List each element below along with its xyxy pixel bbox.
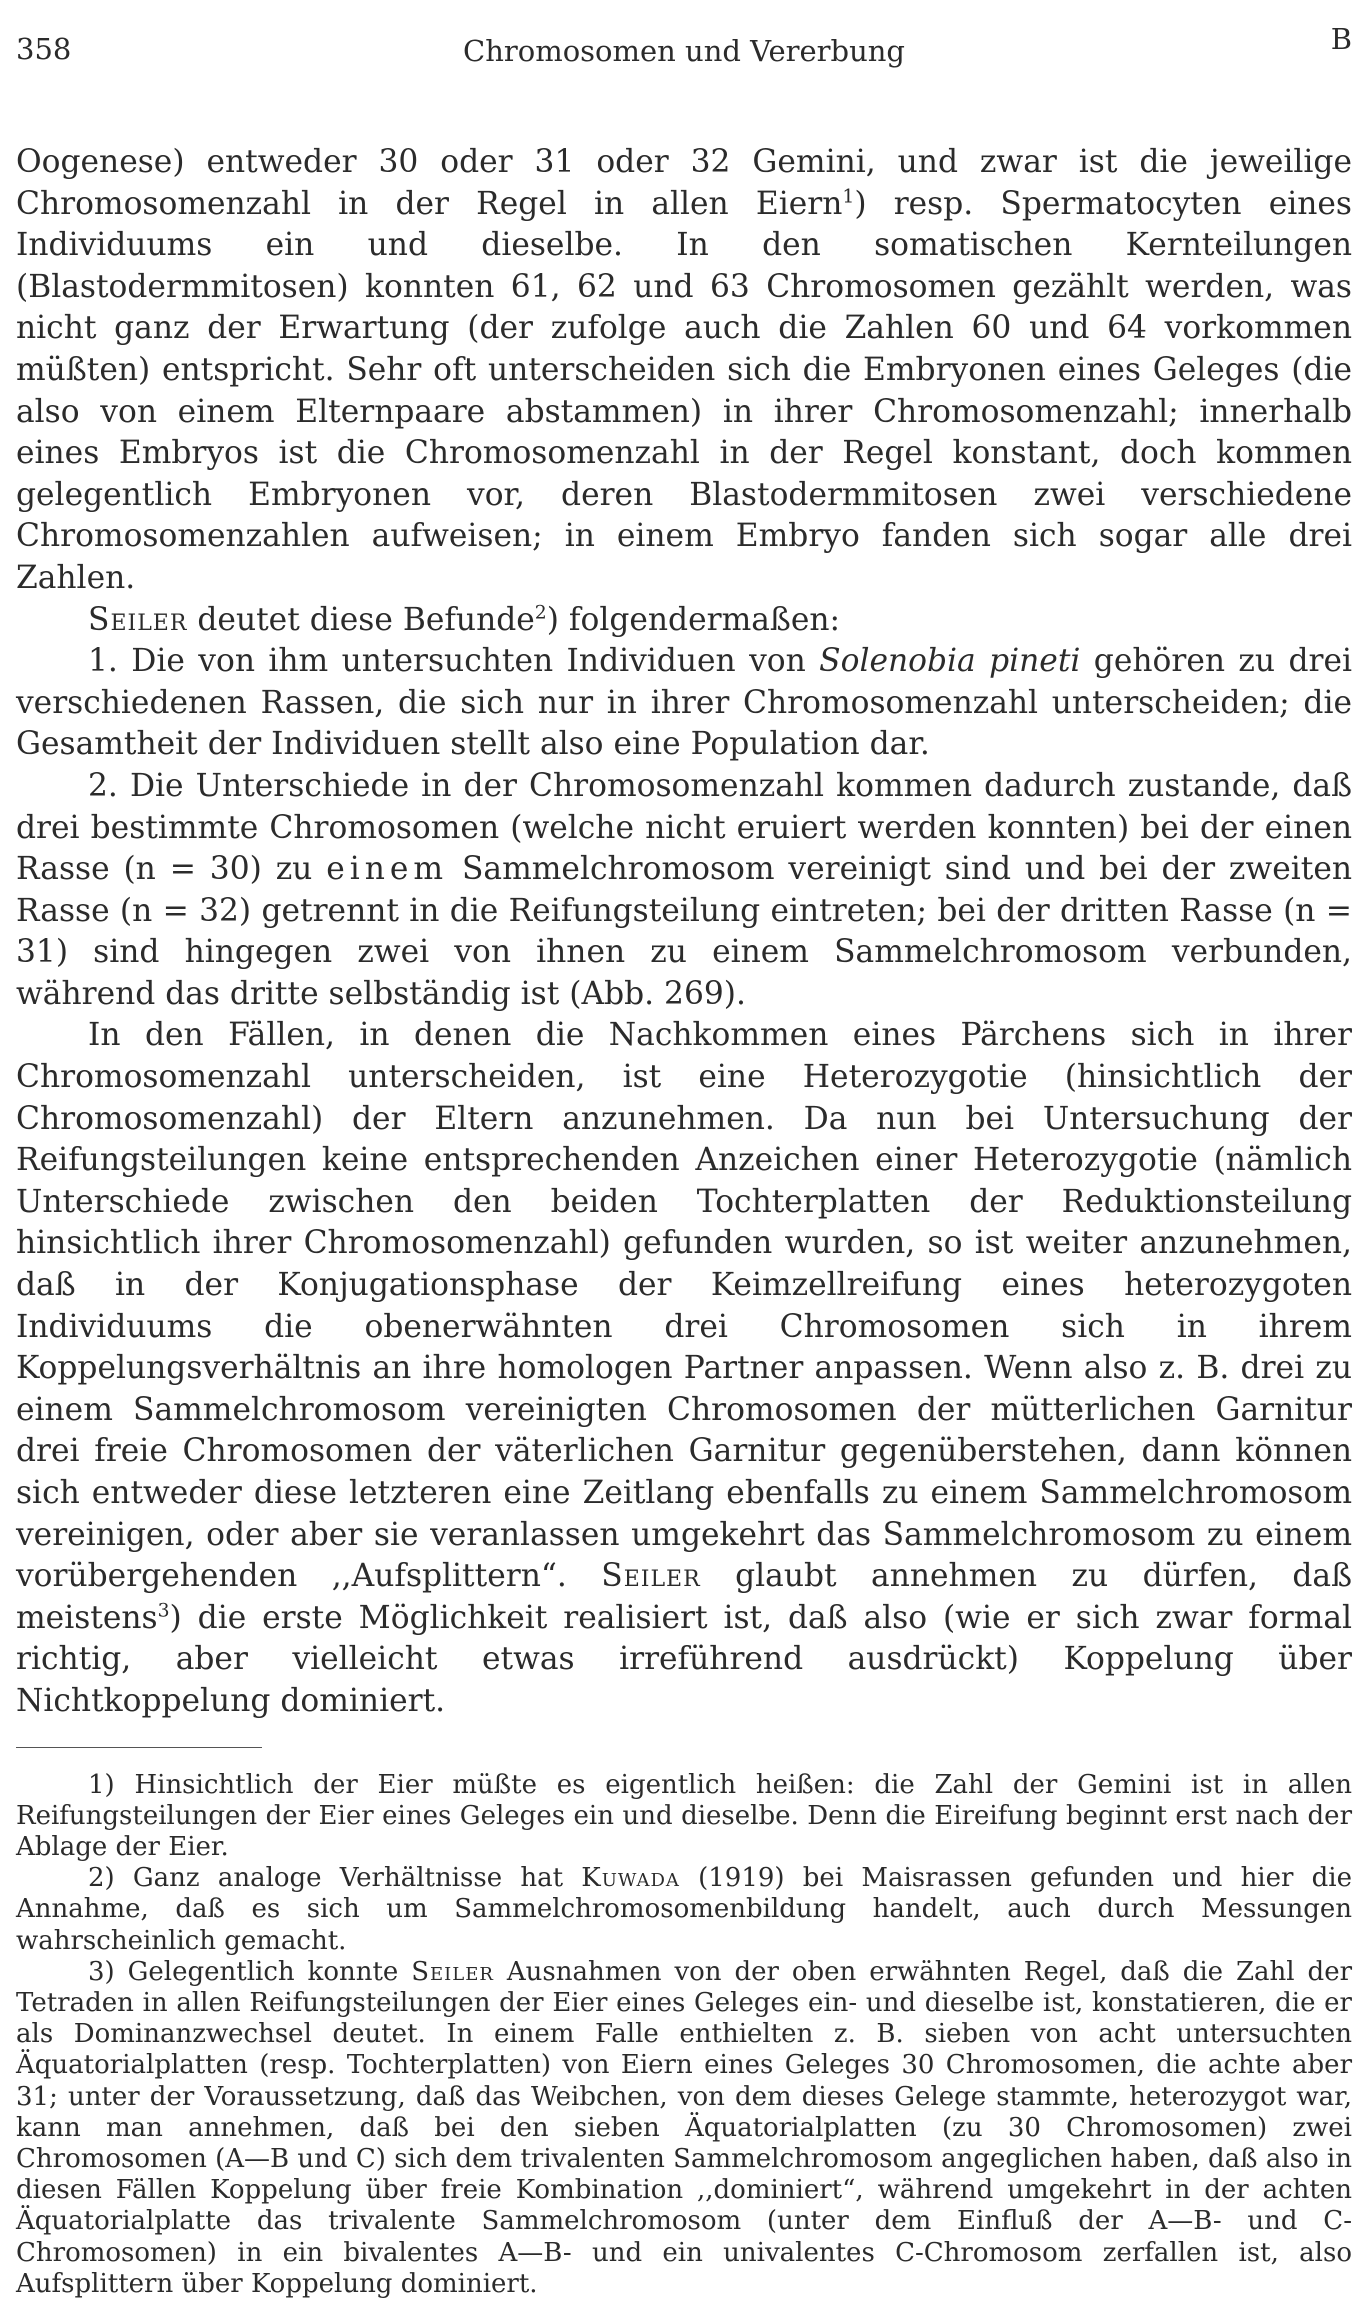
paragraph-3-text: 1. Die von ihm untersuchten Individuen von [88,643,820,680]
page-header [16,22,1352,78]
footnote-3-text-cont: Ausnahmen von der oben erwähnten Regel, daß die Zahl der Tetraden in allen Reifungsteilungen der Eier eines Geleges ein- und dieselbe ist, konstatieren, die er als Dominanzwechsel deutet. In einem Falle enthielten z. B. sieben von acht untersuchten Äquatorialplatten (resp. Tochterplatten) von Eiern eines Geleges 30 Chromosomen, die achte aber 31; unter der Voraussetzung, daß das Weibchen, von dem dieses Gelege stammte, heterozygot war, kann man annehmen, daß bei den sieben Äquatorialplatten (zu 30 Chromosomen) zwei Chromosomen (A—B und C) sich dem trivalenten Sammelchromosom angeglichen haben, daß also in diesen Fällen Koppelung über freie Kombination ,,dominiert“, während umgekehrt in der achten Äquatorialplatte das trivalente Sammelchromosom (unter dem Einfluß der A—B- und C-Chromosomen) in ein bivalentes A—B- und ein univalentes C-Chromosom zerfallen ist, also Aufsplittern über Koppelung dominiert. [16,1956,1353,2299]
paragraph-2 [16,600,1352,642]
footnote-ref-3: 3 [157,1600,170,1622]
paragraph-5-text-cont: glaubt annehmen zu dürfen, daß meistens [16,1558,1352,1636]
section-letter: B [1330,22,1352,56]
paragraph-4-text: 2. Die Unterschiede in der Chromosomenzahl kommen dadurch zustande, daß drei bestimmte Chromosomen (welche nicht eruiert werden konnten) bei der einen Rasse (n = 30) zu [16,767,1352,888]
paragraph-2-text-cont: ) folgendermaßen: [546,601,841,638]
page-number: 358 [16,32,72,66]
paragraph-5-text-end: ) die erste Möglichkeit realisiert ist, daß also (wie er sich zwar formal richtig, aber vielleicht etwas irreführend ausdrückt) Koppelung über Nichtkoppelung dominiert. [16,1599,1352,1719]
running-title: Chromosomen und Vererbung [463,34,905,68]
footnote-2-text-cont: (1919) bei Maisrassen gefunden und hier die Annahme, daß es sich um Sammelchromosomenbildung handelt, auch durch Messungen wahrscheinlich gemacht. [16,1863,1352,1956]
main-text [16,142,1352,1723]
author-name: Seiler [601,1558,701,1595]
paragraph-5 [16,1015,1352,1722]
paragraph-4 [16,766,1352,1016]
species-name: Solenobia pineti [819,643,1081,680]
footnote-2-text: 2) Ganz analoge Verhältnisse hat [88,1863,582,1894]
footnote-ref-2: 2 [534,602,547,624]
footnote-ref-1: 1 [842,186,855,208]
author-name: Seiler [88,601,188,638]
footnote-2 [16,1863,1352,1957]
paragraph-4-text-cont: Sammelchromosom vereinigt sind und bei der zweiten Rasse (n = 32) getrennt in die Reifungsteilung eintreten; bei der dritten Rasse (n = 31) sind hingegen zwei von ihnen zu einem Sammelchromosom verbunden, während das dritte selbständig ist (Abb. 269). [16,851,1352,1012]
author-name: Seiler [411,1956,494,1987]
paragraph-3-text-cont: gehören zu drei verschiedenen Rassen, die sich nur in ihrer Chromosomenzahl unterscheiden; die Gesamtheit der Individuen stellt also eine Population dar. [16,643,1352,763]
footnote-1: 1) Hinsichtlich der Eier müßte es eigentlich heißen: die Zahl der Gemini ist in allen Reifungsteilungen der Eier eines Geleges ein und dieselbe. Denn die Eireifung beginnt erst nach der Ablage der Eier. [16,1769,1352,1862]
footnote-rule [16,1747,262,1748]
paragraph-1-text-cont: ) resp. Spermatocyten eines Individuums ein und dieselbe. In den somatischen Kernteilungen (Blastodermmitosen) konnten 61, 62 und 63 Chromosomen gezählt werden, was nicht ganz der Erwartung (der zufolge auch die Zahlen 60 und 64 vorkommen müßten) entspricht. Sehr oft unterscheiden sich die Embryonen eines Geleges (die also von einem Elternpaare abstammen) in ihrer Chromosomenzahl; innerhalb eines Embryos ist die Chromosomenzahl in der Regel konstant, doch kommen gelegentlich Embryonen vor, deren Blastodermmitosen zwei verschiedene Chromosomenzahlen aufweisen; in einem Embryo fanden sich sogar alle drei Zahlen. [16,185,1352,596]
paragraph-5-text: In den Fällen, in denen die Nachkommen eines Pärchens sich in ihrer Chromosomenzahl unterscheiden, ist eine Heterozygotie (hinsichtlich der Chromosomenzahl) der Eltern anzunehmen. Da nun bei Untersuchung der Reifungsteilungen keine entsprechenden Anzeichen einer Heterozygotie (nämlich Unterschiede zwischen den beiden Tochterplatten der Reduktionsteilung hinsichtlich ihrer Chromosomenzahl) gefunden wurden, so ist weiter anzunehmen, daß in der Konjugationsphase der Keimzellreifung eines heterozygoten Individuums die obenerwähnten drei Chromosomen sich in ihrem Koppelungsverhältnis an ihre homologen Partner anpassen. Wenn also z. B. drei zu einem Sammelchromosom vereinigten Chromosomen der mütterlichen Garnitur drei freie Chromosomen der väterlichen Garnitur gegenüberstehen, dann können sich entweder diese letzteren eine Zeitlang ebenfalls zu einem Sammelchromosom vereinigen, oder aber sie veranlassen umgekehrt das Sammelchromosom zu einem vorübergehenden ,,Aufsplittern“. [16,1017,1352,1595]
footnote-3-text: 3) Gelegentlich konnte [88,1956,412,1987]
paragraph-1 [16,142,1352,600]
emphasized-word: einem [326,851,449,888]
footnotes [16,1770,1352,2300]
paragraph-3 [16,641,1352,766]
author-name: Kuwada [581,1863,680,1894]
footnote-3 [16,1957,1352,2300]
paragraph-2-text: deutet diese Befunde [187,601,535,638]
paragraph-1-text: Oogenese) entweder 30 oder 31 oder 32 Gemini, und zwar ist die jeweilige Chromosomenzahl in der Regel in allen Eiern [16,144,1352,222]
